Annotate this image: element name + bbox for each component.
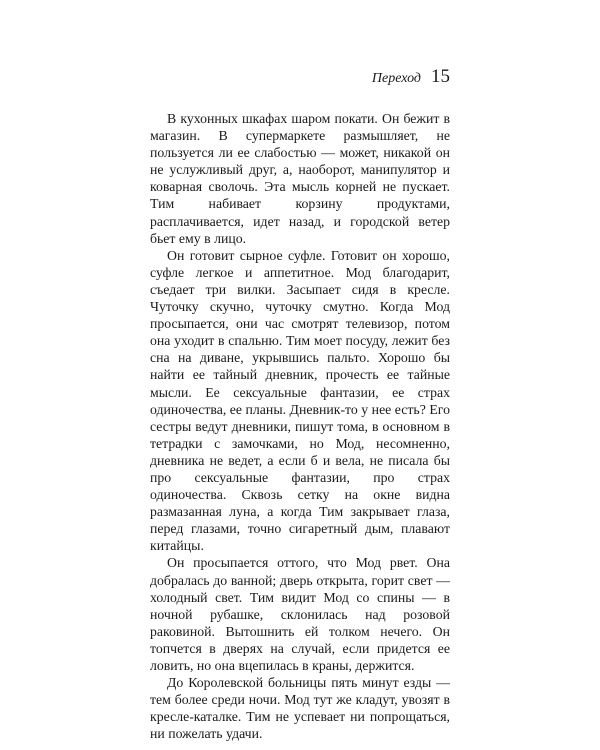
paragraph: Он готовит сырное суфле. Готовит он хорошо, суфле легкое и аппетитное. Мод благодарит, съедает три вилки. Засыпает сидя в кресле. Чуточку скучно, чуточку смутно. Когда Мод просыпается, они час смотрят телевизор, потом она уходит в спальню. Тим моет посуду, лежит без сна на диване, укрывшись пальто. Хорошо бы найти ее тайный дневник, прочесть ее тайные мысли. Ее сексуальные фантазии, ее страх одиночества, ее планы. Дневник-то у нее есть? Его сестры ведут дневники, пишут тома, в основном в тетрадки с замочками, но Мод, несомненно, дневника не ведет, а если б и вела, не писала бы про сексуальные фантазии, про страх одиночества. Сквозь сетку на окне видна размазанная луна, а когда Тим закрывает глаза, перед глазами, точно сигаретный дым, плавают китайцы. <box>150 247 450 554</box>
page-header <box>372 66 450 88</box>
paragraph: В кухонных шкафах шаром покати. Он бежит в магазин. В супермаркете размышляет, не пользуется ли ее слабостью — может, никакой он не услужливый друг, а, наоборот, манипулятор и коварная сволочь. Эта мысль корней не пускает. Тим набивает корзину продуктами, расплачивается, идет назад, и городской ветер бьет ему в лицо. <box>150 111 450 246</box>
page-number: 15 <box>431 66 450 87</box>
running-title: Переход <box>371 71 421 86</box>
paragraph: Он просыпается оттого, что Мод рвет. Она добралась до ванной; дверь открыта, горит свет — холодный свет. Тим видит Мод со спины — в ночной рубашке, склонилась над розовой раковиной. Вытошнить ей толком нечего. Он топчется в дверях на случай, если придется ее ловить, но она вцепилась в краны, держится. <box>150 555 450 673</box>
paragraph: До Королевской больницы пять минут езды — тем более среди ночи. Мод тут же кладут, увозят в кресле-каталке. Тим не успевает ни попрощаться, ни пожелать удачи. <box>150 675 450 742</box>
body-text <box>150 110 450 742</box>
